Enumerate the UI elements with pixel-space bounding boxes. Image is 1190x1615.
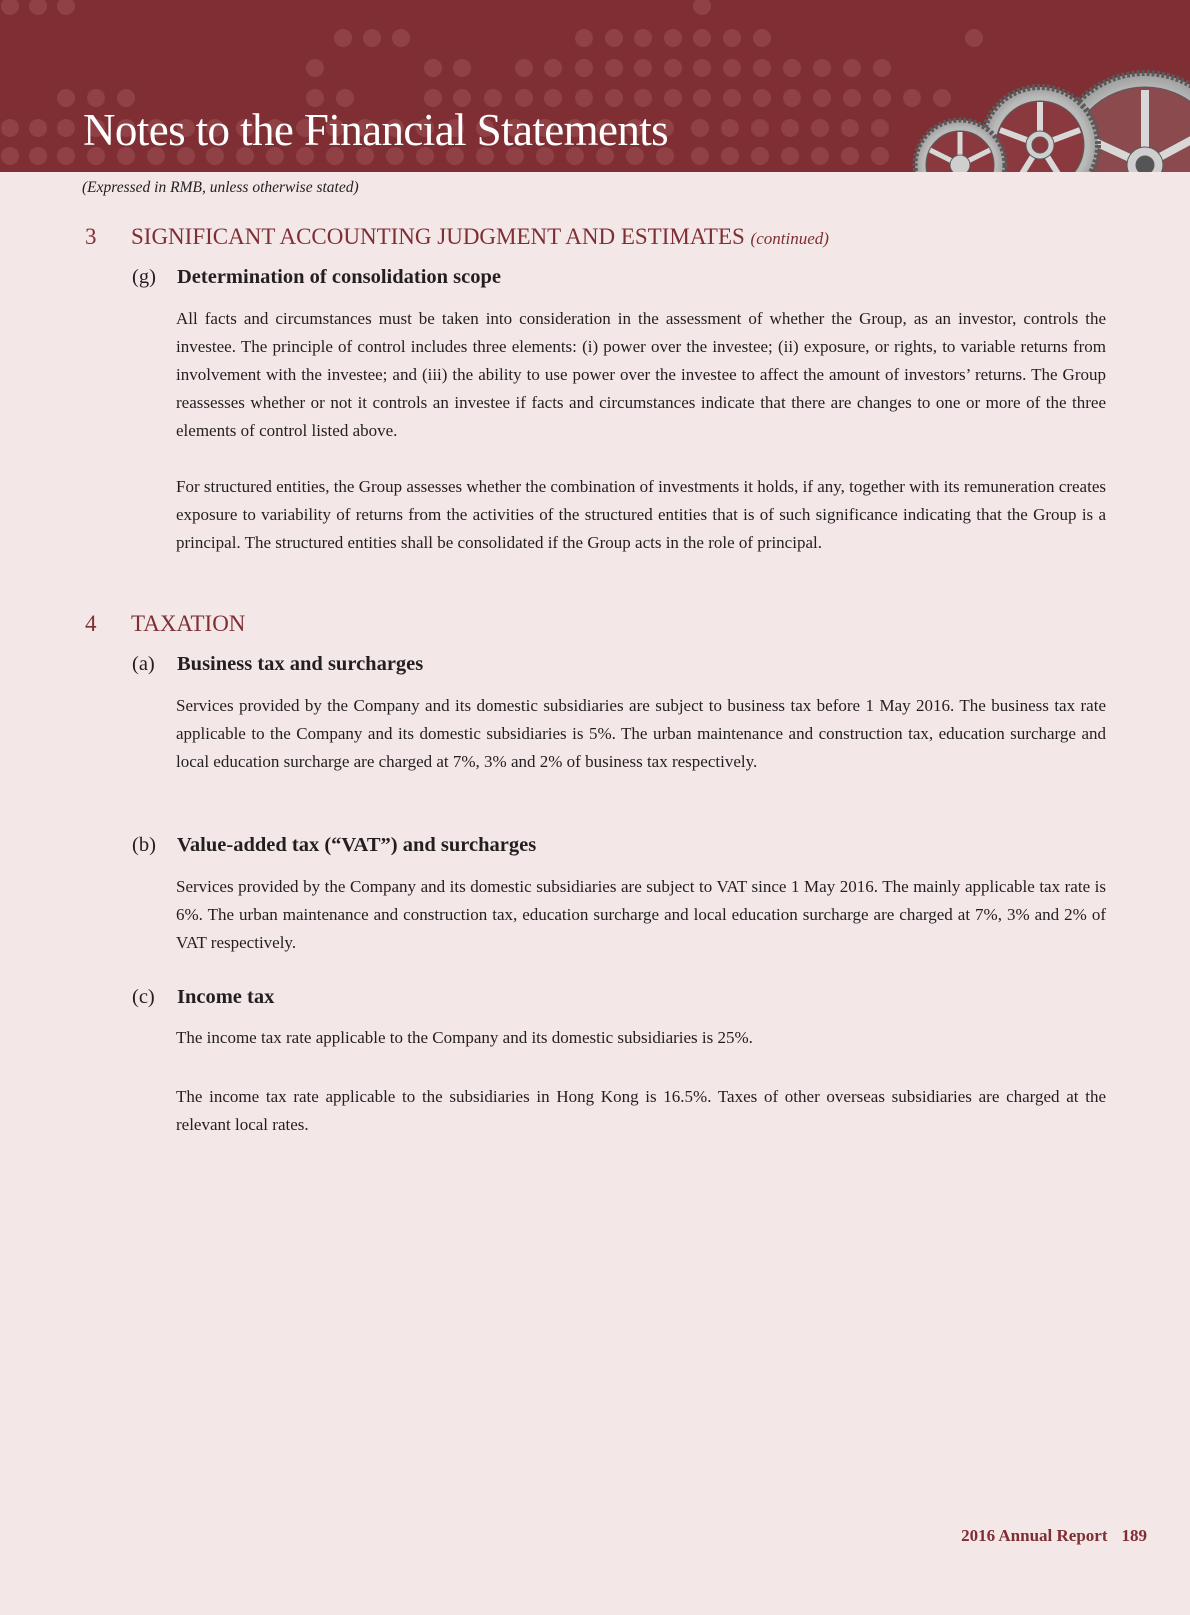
paragraph: The income tax rate applicable to the subsidiaries in Hong Kong is 16.5%. Taxes of other overseas subsidiaries are charged at the relevant local rates. (176, 1087, 1106, 1134)
section-number: 3 (85, 224, 97, 249)
page-title: Notes to the Financial Statements (83, 105, 669, 155)
subsection-label: (c) (132, 986, 155, 1008)
subsection-heading-4b (132, 834, 536, 857)
section-title: SIGNIFICANT ACCOUNTING JUDGMENT AND ESTIMATES (131, 224, 745, 249)
section-heading-4 (85, 611, 245, 637)
subsection-title: Income tax (177, 986, 275, 1008)
subsection-label: (g) (132, 266, 156, 288)
subsection-title: Business tax and surcharges (177, 653, 424, 675)
section-number: 4 (85, 611, 97, 636)
header-banner (0, 0, 1190, 172)
page-number: 189 (1121, 1526, 1147, 1545)
section-title: TAXATION (131, 611, 246, 636)
currency-note: (Expressed in RMB, unless otherwise stated) (82, 179, 359, 196)
section-heading-3 (85, 224, 829, 250)
subsection-heading-4a (132, 653, 423, 676)
page-footer (961, 1526, 1147, 1546)
paragraph: Services provided by the Company and its domestic subsidiaries are subject to business tax before 1 May 2016. The business tax rate applicable to the Company and its domestic subsidiaries is 5%. The urban maintenance and construction tax, education surcharge and local education surcharge are charged at 7%, 3% and 2% of business tax respectively. (176, 696, 1106, 771)
subsection-title: Value-added tax (“VAT”) and surcharges (177, 834, 537, 856)
report-name: 2016 Annual Report (961, 1526, 1108, 1545)
paragraph: All facts and circumstances must be taken into consideration in the assessment of whether the Group, as an investor, controls the investee. The principle of control includes three elements: (i) power over the investee; (ii) exposure, or rights, to variable returns from involvement with the investee; and (iii) the ability to use power over the investee to affect the amount of investors’ returns. The Group reassesses whether or not it controls an investee if facts and circumstances indicate that there are changes to one or more of the three elements of control listed above. (176, 309, 1106, 440)
subsection-label: (a) (132, 653, 155, 675)
paragraph: For structured entities, the Group assesses whether the combination of investments it holds, if any, together with its remuneration creates exposure to variability of returns from the activities of the structured entities that is of such significance indicating that the Group is a principal. The structured entities shall be consolidated if the Group acts in the role of principal. (176, 477, 1106, 552)
subsection-label: (b) (132, 834, 156, 856)
subsection-heading-3g (132, 266, 501, 289)
subsection-heading-4c (132, 986, 274, 1009)
paragraph: Services provided by the Company and its domestic subsidiaries are subject to VAT since 1 May 2016. The mainly applicable tax rate is 6%. The urban maintenance and construction tax, education surcharge and local education surcharge are charged at 7%, 3% and 2% of VAT respectively. (176, 877, 1106, 952)
subsection-title: Determination of consolidation scope (177, 266, 501, 288)
gears-illustration (900, 40, 1190, 172)
paragraph: The income tax rate applicable to the Company and its domestic subsidiaries is 25%. (176, 1028, 753, 1047)
continued-note: (continued) (750, 229, 829, 248)
